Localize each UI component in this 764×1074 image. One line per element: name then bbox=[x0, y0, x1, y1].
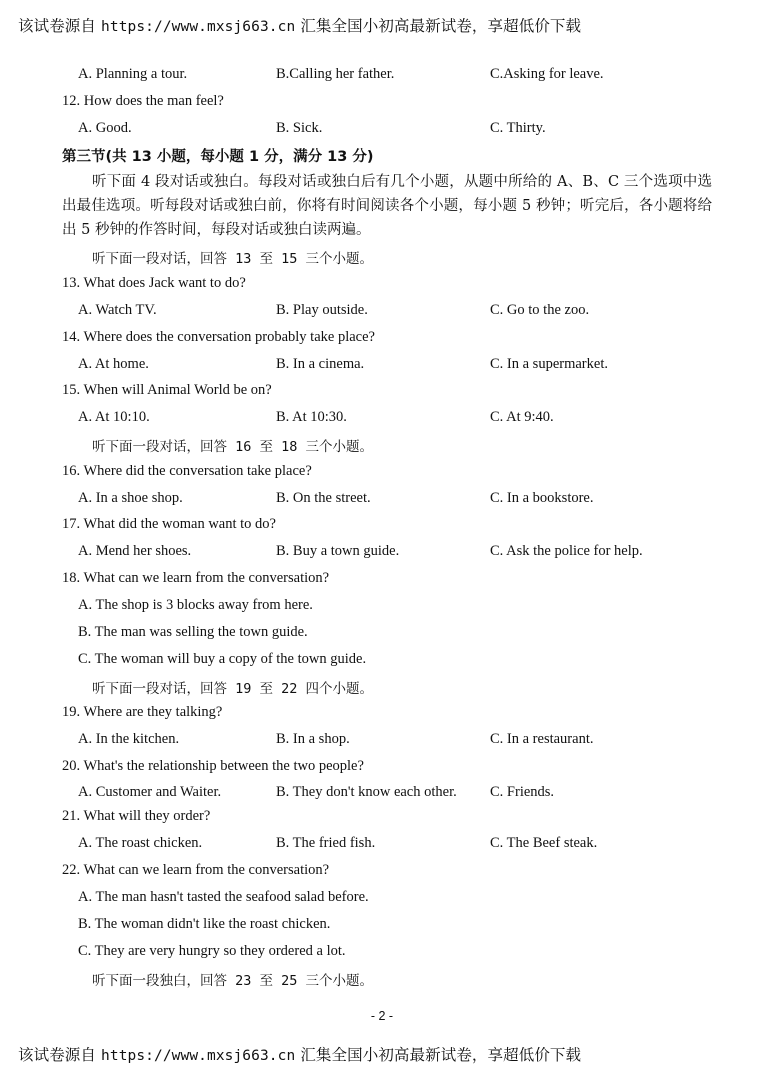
q17-option-a: A. Mend her shoes. bbox=[78, 543, 192, 559]
q19-question bbox=[0, 704, 764, 728]
q19-option-a: A. In the kitchen. bbox=[78, 731, 180, 747]
q17-option-b: B. Buy a town guide. bbox=[276, 543, 400, 559]
banner-suffix: 汇集全国小初高最新试卷，享超低价下载 bbox=[295, 17, 582, 35]
q15-option-a: A. At 10:10. bbox=[78, 409, 150, 425]
q18-option-c-line bbox=[0, 651, 764, 675]
q16-options bbox=[0, 490, 764, 514]
q17-options bbox=[0, 543, 764, 567]
listening-direction-2: 听下面一段对话，回答 16 至 18 三个小题。 bbox=[92, 439, 374, 455]
q16-option-c: C. In a bookstore. bbox=[490, 490, 594, 506]
q20-question bbox=[0, 758, 764, 782]
q16-option-a: A. In a shoe shop. bbox=[78, 490, 183, 506]
q12-option-b: B. Sick. bbox=[276, 120, 323, 136]
q13-options bbox=[0, 302, 764, 326]
banner-prefix: 该试卷源自 bbox=[18, 17, 102, 35]
q18-option-b-line bbox=[0, 624, 764, 648]
q16-question bbox=[0, 463, 764, 487]
q18-option-a-line bbox=[0, 597, 764, 621]
q19-options bbox=[0, 731, 764, 755]
q19-option-c: C. In a restaurant. bbox=[490, 731, 594, 747]
q18-option-c: C. The woman will buy a copy of the town guide. bbox=[78, 651, 367, 667]
q22-text: 22. What can we learn from the conversation? bbox=[62, 862, 330, 878]
q14-question bbox=[0, 329, 764, 353]
q11-options bbox=[0, 66, 764, 90]
q15-options bbox=[0, 409, 764, 433]
section-title: 第三节(共 13 小题，每小题 1 分，满分 13 分) bbox=[62, 149, 374, 165]
q21-option-b: B. The fried fish. bbox=[276, 835, 376, 851]
q12-option-c: C. Thirty. bbox=[490, 120, 546, 136]
source-banner-top bbox=[18, 14, 758, 36]
q21-options bbox=[0, 835, 764, 859]
q18-question bbox=[0, 570, 764, 594]
q20-option-c: C. Friends. bbox=[490, 784, 555, 800]
q13-text: 13. What does Jack want to do? bbox=[62, 275, 246, 291]
q22-question bbox=[0, 862, 764, 886]
q16-text: 16. Where did the conversation take place? bbox=[62, 463, 312, 479]
q17-question bbox=[0, 516, 764, 540]
q18-option-a: A. The shop is 3 blocks away from here. bbox=[78, 597, 313, 613]
q14-option-c: C. In a supermarket. bbox=[490, 356, 608, 372]
banner-suffix: 汇集全国小初高最新试卷，享超低价下载 bbox=[295, 1046, 582, 1064]
q11-option-c: C.Asking for leave. bbox=[490, 66, 604, 82]
q18-option-b: B. The man was selling the town guide. bbox=[78, 624, 308, 640]
q22-option-c: C. They are very hungry so they ordered a lot. bbox=[78, 943, 346, 959]
page-number: - 2 - bbox=[370, 1009, 394, 1023]
listening-direction-4: 听下面一段独白，回答 23 至 25 三个小题。 bbox=[92, 973, 374, 989]
q21-option-a: A. The roast chicken. bbox=[78, 835, 203, 851]
q17-option-c: C. Ask the police for help. bbox=[490, 543, 643, 559]
q14-option-b: B. In a cinema. bbox=[276, 356, 365, 372]
q13-option-a: A. Watch TV. bbox=[78, 302, 157, 318]
source-banner-bottom bbox=[18, 1043, 758, 1065]
q12-question bbox=[0, 93, 764, 117]
q14-options bbox=[0, 356, 764, 380]
q22-option-b-line bbox=[0, 916, 764, 940]
q20-text: 20. What's the relationship between the two people? bbox=[62, 758, 364, 774]
q15-question bbox=[0, 382, 764, 406]
q19-text: 19. Where are they talking? bbox=[62, 704, 223, 720]
q12-options bbox=[0, 120, 764, 144]
banner-url[interactable]: https://www.mxsj663.cn bbox=[101, 1048, 296, 1064]
q18-text: 18. What can we learn from the conversation? bbox=[62, 570, 330, 586]
q11-option-a: A. Planning a tour. bbox=[78, 66, 188, 82]
q22-option-a-line bbox=[0, 889, 764, 913]
q15-option-c: C. At 9:40. bbox=[490, 409, 554, 425]
q13-option-c: C. Go to the zoo. bbox=[490, 302, 590, 318]
q15-option-b: B. At 10:30. bbox=[276, 409, 347, 425]
q21-question bbox=[0, 808, 764, 832]
q22-option-a: A. The man hasn't tasted the seafood salad before. bbox=[78, 889, 369, 905]
q22-option-c-line bbox=[0, 943, 764, 967]
q21-text: 21. What will they order? bbox=[62, 808, 211, 824]
q12-text: 12. How does the man feel? bbox=[62, 93, 224, 109]
q15-text: 15. When will Animal World be on? bbox=[62, 382, 272, 398]
q20-option-b: B. They don't know each other. bbox=[276, 784, 457, 800]
q20-option-a: A. Customer and Waiter. bbox=[78, 784, 222, 800]
q21-option-c: C. The Beef steak. bbox=[490, 835, 598, 851]
q11-option-b: B.Calling her father. bbox=[276, 66, 395, 82]
section-instruction: 听下面 4 段对话或独白。每段对话或独白后有几个小题，从题中所给的 A、B、C 三个选项中选出最佳选项。听每段对话或独白前，你将有时间阅读各个小题，每小题 5 秒钟；听完后，各小题将给出 5 秒钟的作答时间，每段对话或独白读两遍。 bbox=[62, 174, 712, 238]
q13-option-b: B. Play outside. bbox=[276, 302, 368, 318]
banner-url[interactable]: https://www.mxsj663.cn bbox=[101, 19, 296, 35]
q14-text: 14. Where does the conversation probably take place? bbox=[62, 329, 375, 345]
q17-text: 17. What did the woman want to do? bbox=[62, 516, 276, 532]
q12-option-a: A. Good. bbox=[78, 120, 132, 136]
q22-option-b: B. The woman didn't like the roast chicken. bbox=[78, 916, 331, 932]
q20-options bbox=[0, 784, 764, 808]
q19-option-b: B. In a shop. bbox=[276, 731, 350, 747]
q13-question bbox=[0, 275, 764, 299]
q14-option-a: A. At home. bbox=[78, 356, 149, 372]
q16-option-b: B. On the street. bbox=[276, 490, 371, 506]
banner-prefix: 该试卷源自 bbox=[18, 1046, 102, 1064]
listening-direction-3: 听下面一段对话，回答 19 至 22 四个小题。 bbox=[92, 681, 374, 697]
listening-direction-1: 听下面一段对话，回答 13 至 15 三个小题。 bbox=[92, 251, 374, 267]
